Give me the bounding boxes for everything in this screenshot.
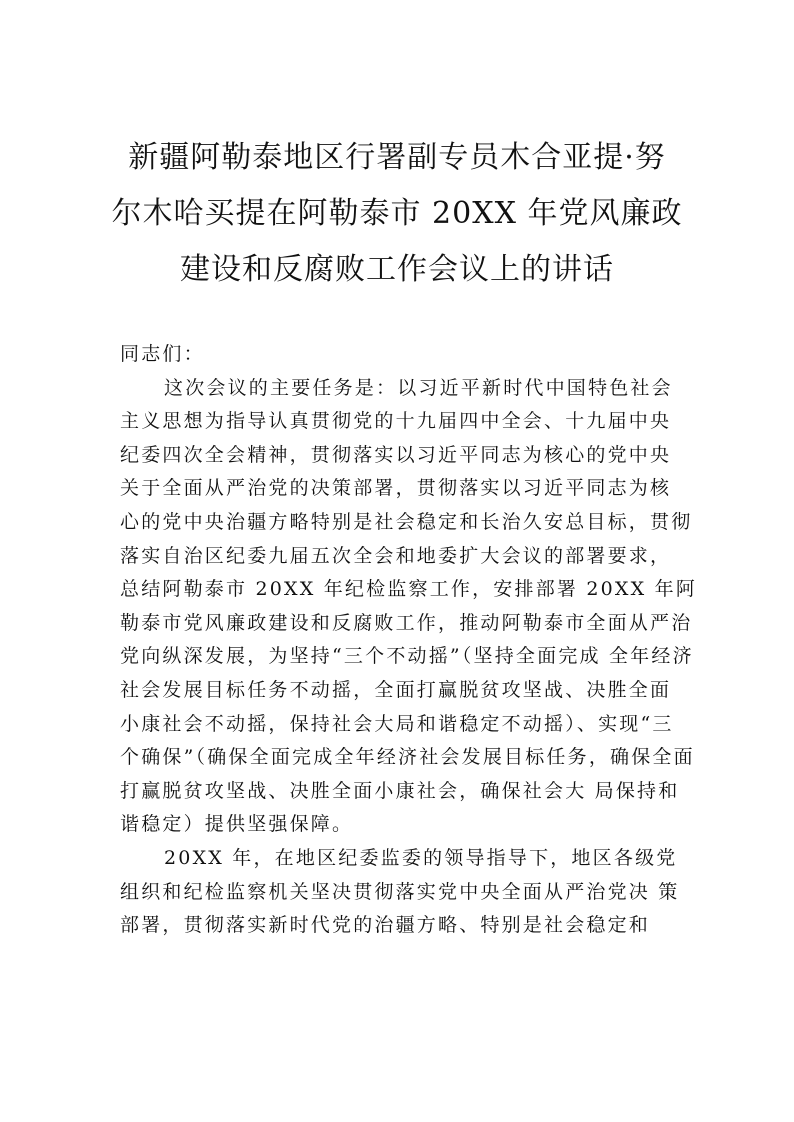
paragraph-line: 勒泰市党风廉政建设和反腐败工作，推动阿勒泰市全面从严治 [120,611,693,634]
paragraph-line: 关于全面从严治党的决策部署，贯彻落实以习近平同志为核 [120,477,672,500]
title-line: 建设和反腐败工作会议上的讲话 [180,252,614,287]
paragraph-line: 谐稳定）提供坚强保障。 [120,813,354,836]
document-body [120,338,700,943]
paragraph-line: 组织和纪检监察机关坚决贯彻落实党中央全面从严治党决 策 [120,880,680,903]
paragraph-line: 社会发展目标任务不动摇，全面打赢脱贫攻坚战、决胜全面 [120,678,672,701]
paragraph-1 [120,372,700,842]
document-title [100,130,694,298]
paragraph-line: 主义思想为指导认真贯彻党的十九届四中全会、十九届中央 [120,410,672,433]
paragraph-line: 小康社会不动摇，保持社会大局和谐稳定不动摇）、实现“三 [120,712,674,735]
paragraph-line: 心的党中央治疆方略特别是社会稳定和长治久安总目标，贯彻 [120,510,693,533]
paragraph-line: 这次会议的主要任务是：以习近平新时代中国特色社会 [164,376,673,399]
paragraph-line: 党向纵深发展，为坚持“三个不动摇”（坚持全面完成 全年经济 [120,645,694,668]
paragraph-line: 落实自治区纪委九届五次全会和地委扩大会议的部署要求， [120,544,672,567]
paragraph-2 [120,842,700,943]
salutation: 同志们： [120,343,205,365]
paragraph-line: 20XX 年，在地区纪委监委的领导指导下，地区各级党 [164,846,678,869]
paragraph-line: 总结阿勒泰市 20XX 年纪检监察工作，安排部署 20XX 年阿 [120,578,698,601]
paragraph-line: 打赢脱贫攻坚战、决胜全面小康社会，确保社会大 局保持和 [120,779,680,802]
paragraph-line: 部署，贯彻落实新时代党的治疆方略、特别是社会稳定和 [120,914,651,937]
paragraph-line: 纪委四次全会精神，贯彻落实以习近平同志为核心的党中央 [120,443,672,466]
title-line: 新疆阿勒泰地区行署副专员木合亚提·努 [128,140,666,175]
title-line: 尔木哈买提在阿勒泰市 20XX 年党风廉政 [111,196,683,231]
paragraph-line: 个确保”（确保全面完成全年经济社会发展目标任务，确保全面 [120,746,695,769]
